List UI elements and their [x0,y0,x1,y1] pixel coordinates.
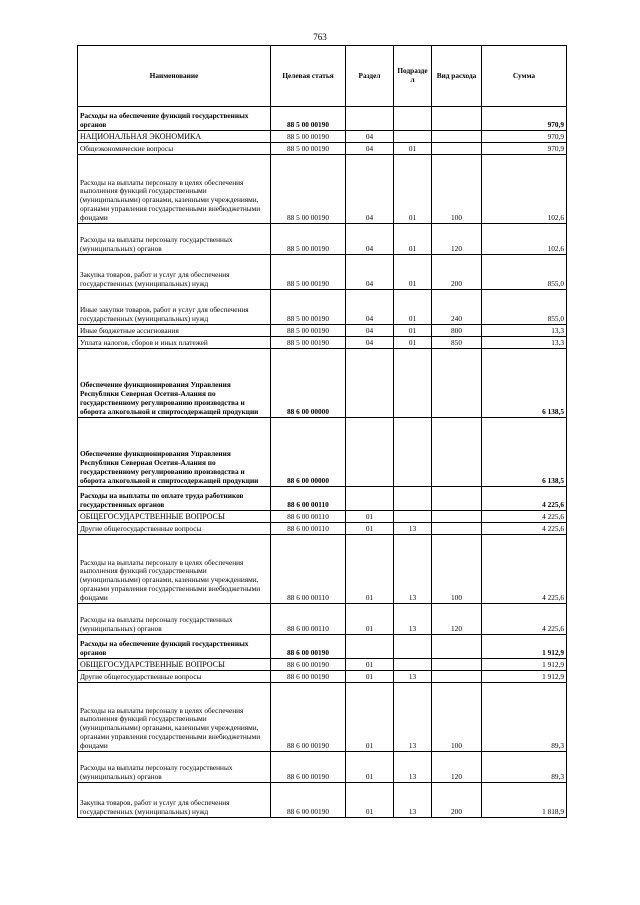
table-row [78,255,567,290]
cell-name: Расходы на выплаты по оплате труда работников государственных органов [78,487,271,511]
table-row [78,337,567,349]
cell-sum: 89,3 [482,683,567,752]
cell-name: Закупка товаров, работ и услуг для обеспечения государственных (муниципальных) нужд [78,255,271,290]
cell-target: 88 5 00 00190 [271,224,346,255]
cell-name: Другие общегосударственные вопросы [78,671,271,683]
table-row [78,683,567,752]
cell-sum: 13,3 [482,337,567,349]
cell-sum: 4 225,6 [482,511,567,523]
cell-name: Другие общегосударственные вопросы [78,523,271,535]
cell-sum: 4 225,6 [482,487,567,511]
table-row [78,535,567,604]
cell-sum: 970,9 [482,143,567,155]
table-row [78,659,567,671]
cell-expense-type [432,671,482,683]
cell-name: ОБЩЕГОСУДАРСТВЕННЫЕ ВОПРОСЫ [78,511,271,523]
cell-target: 88 5 00 00190 [271,337,346,349]
cell-name: Обеспечение функционирования Управления Республики Северная Осетия-Алания по государственному регулированию производства и оборота алкогольной и спиртосодержащей продукции [78,418,271,487]
cell-expense-type [432,349,482,418]
cell-subsection: 01 [394,290,432,325]
cell-section: 04 [346,325,394,337]
cell-expense-type: 120 [432,224,482,255]
page-number: 763 [313,32,327,42]
cell-expense-type: 200 [432,255,482,290]
cell-sum: 89,3 [482,752,567,783]
table-body [78,107,567,818]
table-row [78,131,567,143]
cell-section: 01 [346,523,394,535]
cell-target: 88 5 00 00190 [271,131,346,143]
cell-name: Обеспечение функционирования Управления Республики Северная Осетия-Алания по государственному регулированию производства и оборота алкогольной и спиртосодержащей продукции [78,349,271,418]
cell-section [346,418,394,487]
table-row [78,487,567,511]
cell-sum: 970,9 [482,131,567,143]
cell-expense-type [432,523,482,535]
cell-subsection: 13 [394,683,432,752]
cell-name: Расходы на выплаты персоналу в целях обеспечения выполнения функций государственными (муниципальными) органами, казенными учреждениями, органами управления государственными внебюджетными фондами [78,155,271,224]
cell-target: 88 5 00 00190 [271,255,346,290]
cell-subsection: 13 [394,535,432,604]
column-header-target: Целевая статья [271,46,346,107]
cell-subsection [394,659,432,671]
table-row [78,107,567,131]
cell-section: 04 [346,131,394,143]
table-row [78,671,567,683]
cell-sum: 102,6 [482,224,567,255]
cell-section: 01 [346,683,394,752]
cell-name: Иные закупки товаров, работ и услуг для обеспечения государственных (муниципальных) нужд [78,290,271,325]
cell-sum: 1 912,9 [482,659,567,671]
cell-subsection [394,511,432,523]
cell-subsection: 01 [394,337,432,349]
cell-name: Общеэкономические вопросы [78,143,271,155]
table-row [78,155,567,224]
cell-sum: 1 912,9 [482,635,567,659]
cell-expense-type: 120 [432,604,482,635]
cell-target: 88 6 00 00190 [271,659,346,671]
table-row [78,418,567,487]
table-row [78,783,567,818]
cell-sum: 855,0 [482,255,567,290]
cell-sum: 13,3 [482,325,567,337]
table-row [78,143,567,155]
cell-target: 88 6 00 00190 [271,683,346,752]
cell-target: 88 5 00 00190 [271,143,346,155]
table-row [78,752,567,783]
cell-sum: 970,9 [482,107,567,131]
cell-name: Расходы на обеспечение функций государственных органов [78,635,271,659]
cell-subsection [394,107,432,131]
cell-name: Расходы на обеспечение функций государственных органов [78,107,271,131]
cell-name: Расходы на выплаты персоналу государственных (муниципальных) органов [78,752,271,783]
cell-subsection [394,418,432,487]
cell-target: 88 6 00 00110 [271,523,346,535]
cell-section: 01 [346,752,394,783]
cell-expense-type [432,659,482,671]
cell-name: ОБЩЕГОСУДАРСТВЕННЫЕ ВОПРОСЫ [78,659,271,671]
table-row [78,349,567,418]
cell-name: Расходы на выплаты персоналу государственных (муниципальных) органов [78,224,271,255]
cell-sum: 4 225,6 [482,604,567,635]
cell-subsection: 13 [394,783,432,818]
cell-expense-type: 120 [432,752,482,783]
cell-subsection: 13 [394,523,432,535]
cell-subsection: 01 [394,224,432,255]
cell-subsection [394,635,432,659]
cell-target: 88 6 00 00110 [271,535,346,604]
cell-expense-type: 800 [432,325,482,337]
cell-section: 01 [346,535,394,604]
cell-target: 88 5 00 00190 [271,155,346,224]
cell-name: Закупка товаров, работ и услуг для обеспечения государственных (муниципальных) нужд [78,783,271,818]
cell-sum: 4 225,6 [482,535,567,604]
column-header-section: Раздел [346,46,394,107]
cell-subsection: 01 [394,155,432,224]
table-row [78,604,567,635]
cell-expense-type [432,418,482,487]
cell-section [346,635,394,659]
column-header-subsection: Подраздел [394,46,432,107]
cell-sum: 6 138,5 [482,418,567,487]
cell-expense-type [432,143,482,155]
column-header-expense-type: Вид расхода [432,46,482,107]
column-header-name: Наименование [78,46,271,107]
cell-target: 88 6 00 00190 [271,635,346,659]
cell-name: Расходы на выплаты персоналу в целях обеспечения выполнения функций государственными (муниципальными) органами, казенными учреждениями, органами управления государственными внебюджетными фондами [78,683,271,752]
cell-expense-type [432,511,482,523]
table-row [78,224,567,255]
cell-expense-type: 100 [432,683,482,752]
cell-sum: 6 138,5 [482,349,567,418]
table-row [78,511,567,523]
table-row [78,635,567,659]
cell-sum: 4 225,6 [482,523,567,535]
cell-subsection: 01 [394,325,432,337]
cell-name: Иные бюджетные ассигнования [78,325,271,337]
table-row [78,523,567,535]
cell-target: 88 6 00 00190 [271,671,346,683]
cell-name: Расходы на выплаты персоналу государственных (муниципальных) органов [78,604,271,635]
cell-section: 04 [346,337,394,349]
cell-target: 88 6 00 00190 [271,783,346,818]
cell-name: НАЦИОНАЛЬНАЯ ЭКОНОМИКА [78,131,271,143]
cell-section: 01 [346,671,394,683]
cell-expense-type [432,131,482,143]
cell-section: 01 [346,783,394,818]
cell-expense-type [432,635,482,659]
cell-target: 88 6 00 00110 [271,511,346,523]
cell-subsection: 01 [394,255,432,290]
cell-sum: 1 912,9 [482,671,567,683]
cell-target: 88 5 00 00190 [271,107,346,131]
cell-expense-type: 850 [432,337,482,349]
cell-target: 88 6 00 00110 [271,487,346,511]
cell-expense-type: 200 [432,783,482,818]
cell-sum: 1 818,9 [482,783,567,818]
table-header-row [78,46,567,107]
column-header-sum: Сумма [482,46,567,107]
cell-section [346,107,394,131]
cell-target: 88 6 00 00000 [271,418,346,487]
cell-expense-type: 240 [432,290,482,325]
cell-section: 04 [346,255,394,290]
cell-name: Уплата налогов, сборов и иных платежей [78,337,271,349]
cell-subsection: 13 [394,752,432,783]
cell-subsection [394,487,432,511]
cell-expense-type [432,487,482,511]
cell-subsection: 01 [394,143,432,155]
cell-target: 88 6 00 00000 [271,349,346,418]
table-row [78,325,567,337]
cell-target: 88 6 00 00110 [271,604,346,635]
cell-target: 88 5 00 00190 [271,325,346,337]
cell-section: 04 [346,224,394,255]
cell-subsection [394,349,432,418]
cell-expense-type [432,107,482,131]
cell-section: 04 [346,155,394,224]
cell-section: 01 [346,604,394,635]
cell-section [346,349,394,418]
cell-section: 04 [346,143,394,155]
cell-subsection: 13 [394,671,432,683]
cell-expense-type: 100 [432,155,482,224]
cell-section: 04 [346,290,394,325]
cell-subsection: 13 [394,604,432,635]
cell-section [346,487,394,511]
cell-target: 88 5 00 00190 [271,290,346,325]
cell-target: 88 6 00 00190 [271,752,346,783]
table-row [78,290,567,325]
cell-expense-type: 100 [432,535,482,604]
cell-section: 01 [346,659,394,671]
budget-table [77,45,567,818]
cell-name: Расходы на выплаты персоналу в целях обеспечения выполнения функций государственными (муниципальными) органами, казенными учреждениями, органами управления государственными внебюджетными фондами [78,535,271,604]
cell-sum: 102,6 [482,155,567,224]
cell-subsection [394,131,432,143]
cell-section: 01 [346,511,394,523]
cell-sum: 855,0 [482,290,567,325]
